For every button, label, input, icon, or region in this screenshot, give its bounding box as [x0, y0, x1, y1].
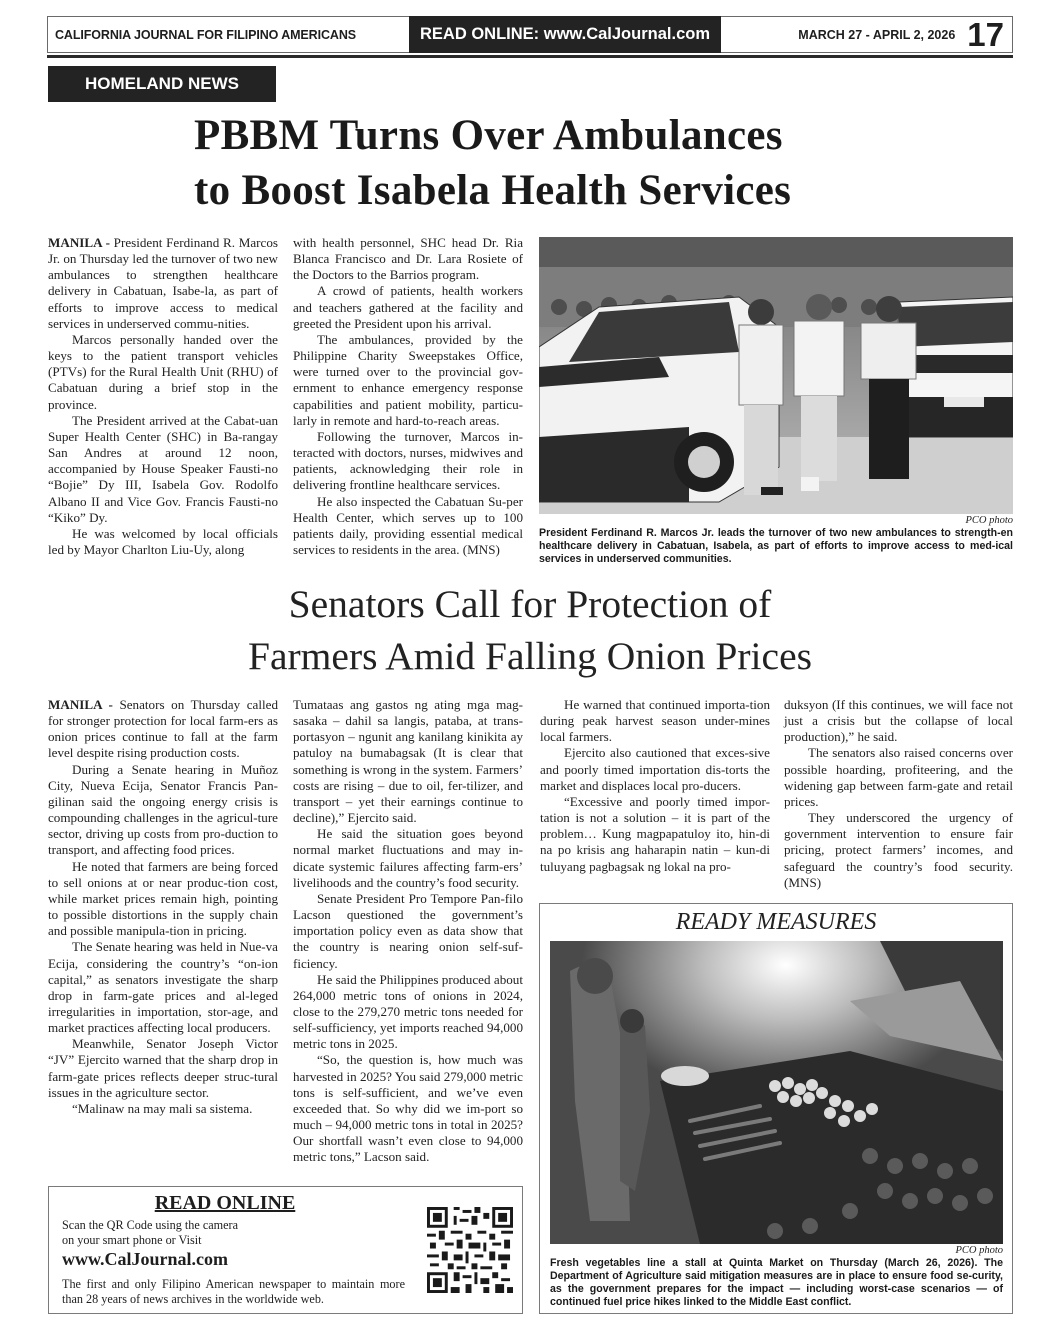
paragraph: The senators also raised concerns over possible hoarding, profiteering, and the widening gap between farm-gate and retail prices. [784, 745, 1013, 809]
paragraph: The ambulances, provided by the Philippine Charity Sweepstakes Office, were turned over to the provincial gov-ernment to enhance emergency response capabilities and patient mobility, particu-larly in remote and hard-to-reach areas. [293, 331, 523, 428]
paragraph: MANILA - President Ferdinand R. Marcos Jr. on Thursday led the turnover of two new ambulances to strengthen healthcare delivery in Cabatuan, Isabe-la, as part of efforts to improve access to medical services in underserved commu-nities. [48, 235, 278, 331]
ready-measures-title: READY MEASURES [675, 909, 877, 935]
masthead [47, 16, 1013, 53]
paragraph: Marcos personally handed over the keys to the patient transport vehicles (PTVs) for the Rural Health Unit (RHU) of Cabatuan during a brief stop in the province. [48, 331, 278, 412]
photo-caption: Fresh vegetables line a stall at Quinta Market on Thursday (March 26, 2026). The Department of Agriculture said mitigation measures are in place to ensure food se-curity, as the government prepares for the impact — including worst-case scenarios — of continued fuel price hikes linked to the Middle East conflict. [550, 1257, 1003, 1308]
vegetable-market-photo [550, 941, 1003, 1244]
dateline: MANILA - [48, 697, 113, 712]
ready-measures-box [539, 903, 1013, 1314]
paragraph: He noted that farmers are being forced to sell onions at or near produc-tion cost, while market prices remain high, pointing to possible distortions in the supply chain and possible manipula-tion in pricing. [48, 858, 278, 939]
article2-column-1 [48, 697, 278, 1117]
paragraph: Tumataas ang gastos ng ating mga mag-sasaka – dahil sa langis, pataba, at trans-portasyon – ngunit ang kanilang kinikita ay patuloy na bumabagsak (It is clear that something is wrong in the system. Farmers’ costs are rising – due to oil, fer-tilizer, and transport – yet their earnings continue to decline),” Ejercito said. [293, 697, 523, 826]
paragraph: Senate President Pro Tempore Pan-filo Lacson questioned the government’s importation policy even as data show that the country is nearing onion self-suf-ficiency. [293, 890, 523, 971]
read-online-box [48, 1186, 523, 1314]
scan-instructions: Scan the QR Code using the camera on your smart phone or Visit [62, 1218, 238, 1247]
publication-name: CALIFORNIA JOURNAL FOR FILIPINO AMERICANS [55, 27, 356, 42]
qr-code-icon[interactable] [427, 1207, 513, 1293]
paragraph: Following the turnover, Marcos in-teracted with doctors, nurses, midwives and patients, acknowledging their role in delivering frontline healthcare services. [293, 428, 523, 493]
paragraph: A crowd of patients, health workers and teachers gathered at the facility and greeted the President upon his arrival. [293, 283, 523, 331]
paragraph: Meanwhile, Senator Joseph Victor “JV” Ejercito warned that the sharp drop in farm-gate prices reflects deeper struc-tural issues in the agriculture sector. [48, 1036, 278, 1100]
paragraph: The Senate hearing was held in Nue-va Ecija, considering the country’s “on-ion capital,” as senators investigate the sharp drop in farm-gate prices and al-leged irregularities in importation, stor-age, and market practices affecting local producers. [48, 939, 278, 1036]
header-rule [47, 55, 1013, 58]
headline-line: Farmers Amid Falling Onion Prices [248, 634, 812, 678]
paragraph: The President arrived at the Cabat-uan Super Health Center (SHC) in Ba-rangay San Andres at around 12 noon, accompanied by House Speaker Fausti-no “Bojie” Dy III, Isabela Gov. Rodolfo Albano II and Vice Gov. Francis Fausti-no “Kiko” Dy. [48, 412, 278, 525]
paragraph: He said the Philippines produced about 264,000 metric tons of onions in 2024, close to the 279,270 metric tons needed for self-sufficiency, yet imports reached 94,000 metric tons in 2025. [293, 971, 523, 1052]
photo-caption: President Ferdinand R. Marcos Jr. leads the turnover of two new ambulances to strength-en healthcare delivery in Cabatuan, Isabela, as part of efforts to improve access to med-ical services in underserved communities. [539, 527, 1013, 565]
article2-column-3 [540, 697, 770, 875]
article2-column-2 [293, 697, 523, 1166]
headline-line: PBBM Turns Over Ambulances [194, 112, 783, 159]
ambulance-turnover-photo [539, 237, 1013, 514]
paragraph: He also inspected the Cabatuan Su-per Health Center, which serves up to 100 patients daily, providing essential medical services to residents in the area. (MNS) [293, 493, 523, 557]
paragraph: He warned that continued importa-tion during peak harvest season under-mines local farmers. [540, 697, 770, 745]
article2-column-4 [784, 697, 1013, 891]
paragraph: “Malinaw na may mali sa sistema. [72, 1100, 253, 1116]
article1-headline [194, 108, 894, 218]
paragraph: “So, the question is, how much was harvested in 2025? You said 279,000 metric tons is self-sufficient, and we’ve even exceeded that. So why did we im-port so much – 94,000 metric tons in total in 2025? Our shortfall wasn’t even close to 94,000 metric tons,” Lacson said. [293, 1052, 523, 1165]
paragraph: They underscored the urgency of government intervention to ensure fair pricing, protect farmers’ incomes, and safeguard the country’s food security. (MNS) [784, 810, 1013, 890]
article2-headline [100, 578, 960, 682]
photo-credit: PCO photo [965, 515, 1013, 526]
paragraph: MANILA - Senators on Thursday called for stronger protection for local farm-ers as onion prices continue to fall at the farm level despite rising production costs. [48, 697, 278, 761]
paragraph: During a Senate hearing in Muñoz City, Nueva Ecija, Senator Francis Pan-gilinan said the ongoing energy crisis is compounding challenges in the agricul-ture sector, driving up costs from pro-duction to transport, and affecting food prices. [48, 761, 278, 858]
read-online-title: READ ONLINE [154, 1192, 296, 1214]
read-online-banner: READ ONLINE: www.CalJournal.com [409, 16, 721, 53]
page-number: 17 [967, 16, 1004, 53]
paragraph: “Excessive and poorly timed impor-tation is not a solution – it is part of the problem… Kung magpapatuloy ito, hin-di na po krisis ang haharapin natin – kun-di tuluyang pagbagsak ng lokal na pro- [540, 793, 770, 874]
article1-column-1 [48, 235, 278, 558]
paragraph: He said the situation goes beyond normal market fluctuations and may in-dicate systemic failures affecting farm-ers’ livelihoods and the country’s food security. [293, 826, 523, 890]
dateline: MANILA - [48, 235, 110, 250]
headline-line: to Boost Isabela Health Services [194, 167, 792, 214]
paragraph: with health personnel, SHC head Dr. Ria Blanca Francisco and Dr. Lara Rosiete of the Doctors to the Barrios program. [293, 235, 523, 283]
website-link[interactable]: www.CalJournal.com [62, 1249, 228, 1269]
issue-date: MARCH 27 - APRIL 2, 2026 [798, 27, 956, 42]
paragraph: duksyon (If this continues, we will face not just a crisis but the collapse of local production),” he said. [784, 697, 1013, 745]
archive-description: The first and only Filipino American newspaper to maintain more than 28 years of news archives in the worldwide web. [62, 1277, 405, 1306]
article1-column-2 [293, 235, 523, 558]
headline-line: Senators Call for Protection of [288, 582, 772, 626]
issue-info [721, 18, 1012, 51]
paragraph: He was welcomed by local officials led by Mayor Charlton Liu-Uy, along [48, 525, 278, 557]
paragraph: Ejercito also cautioned that exces-sive and poorly timed importation dis-torts the market and displaces local pro-ducers. [540, 745, 770, 793]
section-label: HOMELAND NEWS [48, 66, 276, 102]
photo-credit: PCO photo [955, 1245, 1003, 1256]
